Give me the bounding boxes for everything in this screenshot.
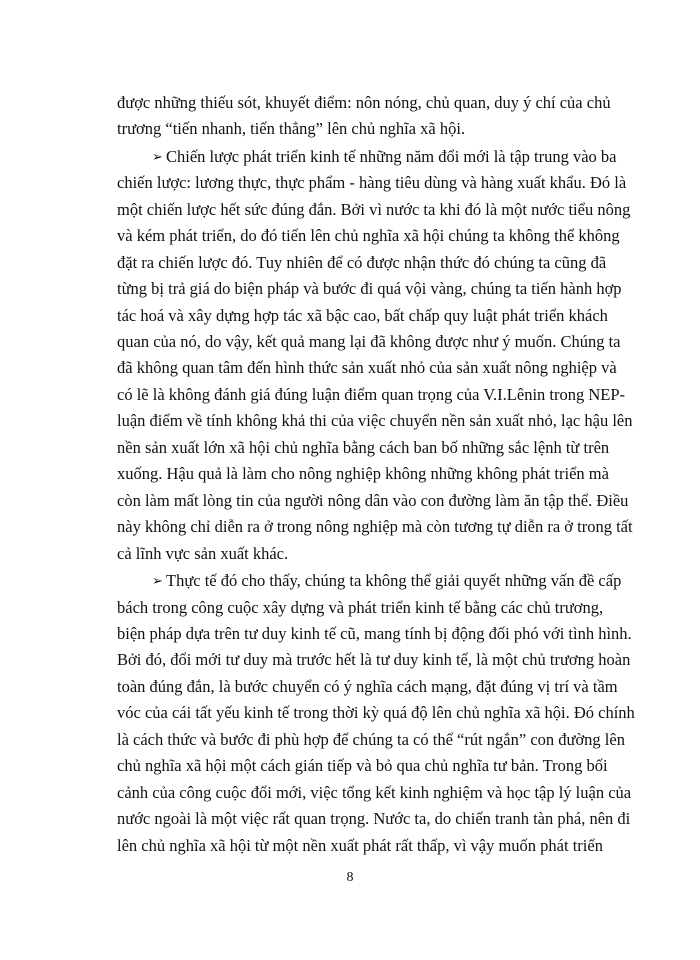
text-line: Thực tế đó cho thấy, chúng ta không thể giải quyết những vấn đề cấp <box>166 571 622 590</box>
text-line: này không chỉ diễn ra ở trong nông nghiệp mà còn tương tự diễn ra ở trong tất <box>117 517 633 536</box>
text-line: toàn đúng đắn, là bước chuyển có ý nghĩa cách mạng, đặt đúng vị trí và tầm <box>117 677 618 696</box>
text-line: chiến lược: lương thực, thực phẩm - hàng tiêu dùng và hàng xuất khẩu. Đó là <box>117 173 627 192</box>
text-line: Bởi đó, đổi mới tư duy mà trước hết là tư duy kinh tế, là một chủ trương hoàn <box>117 650 631 669</box>
bullet-paragraph-line <box>152 147 617 167</box>
text-line: quan của nó, do vậy, kết quả mang lại đã không được như ý muốn. Chúng ta <box>117 332 621 351</box>
bullet-paragraph-line <box>152 571 622 591</box>
text-line: một chiến lược hết sức đúng đắn. Bởi vì nước ta khi đó là một nước tiểu nông <box>117 200 631 219</box>
text-line: từng bị trả giá do biện pháp và bước đi quá vội vàng, chúng ta tiến hành hợp <box>117 279 622 298</box>
text-line: nền sản xuất lớn xã hội chủ nghĩa bằng cách ban bố những sắc lệnh từ trên <box>117 438 610 457</box>
text-line: đặt ra chiến lược đó. Tuy nhiên để có được nhận thức đó chúng ta cũng đã <box>117 253 607 272</box>
arrow-bullet-icon: ➢ <box>152 149 163 164</box>
text-line: Chiến lược phát triển kinh tế những năm đổi mới là tập trung vào ba <box>166 147 617 166</box>
text-line: xuống. Hậu quả là làm cho nông nghiệp không những không phát triển mà <box>117 464 609 483</box>
text-line: chủ nghĩa xã hội một cách gián tiếp và bỏ qua chủ nghĩa tư bản. Trong bối <box>117 756 608 775</box>
text-line: vóc của cái tất yếu kinh tế trong thời kỳ quá độ lên chủ nghĩa xã hội. Đó chính <box>117 703 635 722</box>
text-line: trương “tiến nhanh, tiến thẳng” lên chủ nghĩa xã hội. <box>117 119 466 138</box>
text-line: cả lĩnh vực sản xuất khác. <box>117 544 289 563</box>
arrow-bullet-icon: ➢ <box>152 573 163 588</box>
text-line: đã không quan tâm đến hình thức sản xuất nhỏ của sản xuất nông nghiệp và <box>117 358 617 377</box>
text-line: luận điểm về tính không khả thi của việc chuyển nền sản xuất nhỏ, lạc hậu lên <box>117 411 633 430</box>
text-line: còn làm mất lòng tin của người nông dân vào con đường làm ăn tập thể. Điều <box>117 491 629 510</box>
text-line: biện pháp dựa trên tư duy kinh tế cũ, mang tính bị động đối phó với tình hình. <box>117 624 632 643</box>
text-line: lên chủ nghĩa xã hội từ một nền xuất phát rất thấp, vì vậy muốn phát triển <box>117 836 603 855</box>
text-line: cảnh của công cuộc đổi mới, việc tổng kết kinh nghiệm và học tập lý luận của <box>117 783 632 802</box>
text-line: bách trong công cuộc xây dựng và phát triển kinh tế bằng các chủ trương, <box>117 598 604 617</box>
text-line: được những thiếu sót, khuyết điểm: nôn nóng, chủ quan, duy ý chí của chủ <box>117 93 611 112</box>
text-line: là cách thức và bước đi phù hợp để chúng ta có thể “rút ngắn” con đường lên <box>117 730 625 749</box>
text-line: tác hoá và xây dựng hợp tác xã bậc cao, bất chấp quy luật phát triển khách <box>117 306 608 325</box>
text-line: và kém phát triển, do đó tiến lên chủ nghĩa xã hội chúng ta không thể không <box>117 226 620 245</box>
text-line: có lẽ là không đánh giá đúng luận điểm quan trọng của V.I.Lênin trong NEP- <box>117 385 626 404</box>
text-line: nước ngoài là một việc rất quan trọng. Nước ta, do chiến tranh tàn phá, nên đi <box>117 809 631 828</box>
page-number: 8 <box>346 870 354 885</box>
